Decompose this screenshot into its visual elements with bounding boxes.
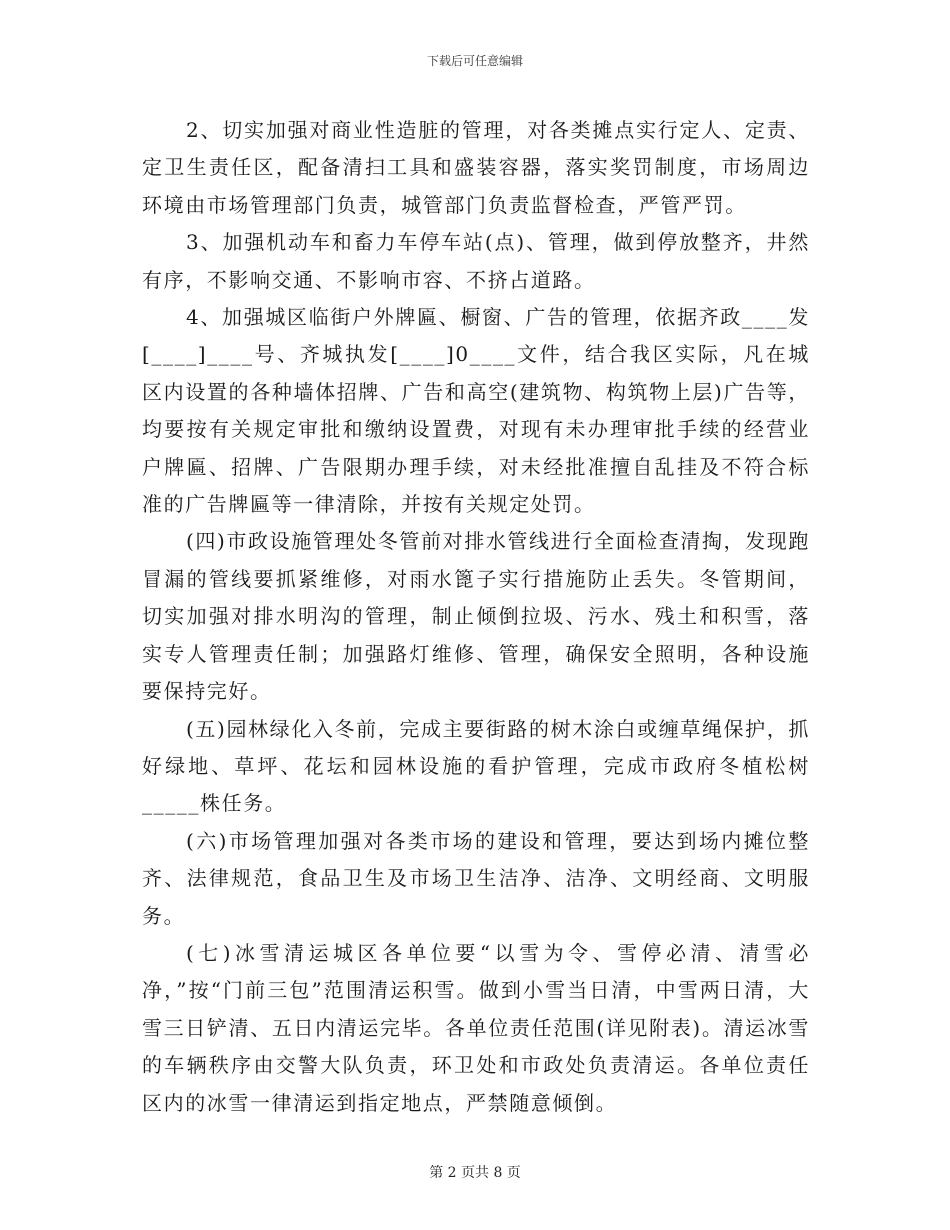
- paragraph-item-3: 3、加强机动车和畜力车停车站(点)、管理，做到停放整齐，井然有序，不影响交通、不影响市容、不挤占道路。: [142, 230, 810, 292]
- paragraph-item-4: 4、加强城区临街户外牌匾、橱窗、广告的管理，依据齐政____发[____]____号、齐城执发[____]0____文件，结合我区实际，凡在城区内设置的各种墙体招牌、广告和高空(建筑物、构筑物上层)广告等，均要按有关规定审批和缴纳设置费，对现有未办理审批手续的经营业户牌匾、招牌、广告限期办理手续，对未经批准擅自乱挂及不符合标准的广告牌匾等一律清除，并按有关规定处罚。: [142, 305, 810, 517]
- paragraph-section-5: (五)园林绿化入冬前，完成主要街路的树木涂白或缠草绳保护，抓好绿地、草坪、花坛和园林设施的看护管理，完成市政府冬植松树_____株任务。: [142, 716, 810, 816]
- page-number: 第 2 页共 8 页: [429, 1165, 521, 1181]
- paragraph-section-4: (四)市政设施管理处冬管前对排水管线进行全面检查清掏，发现跑冒漏的管线要抓紧维修，对雨水篦子实行措施防止丢失。冬管期间，切实加强对排水明沟的管理，制止倾倒拉圾、污水、残土和积雪，落实专人管理责任制；加强路灯维修、管理，确保安全照明，各种设施要保持完好。: [142, 529, 810, 704]
- paragraph-section-7: (七)冰雪清运城区各单位要“以雪为令、雪停必清、清雪必净，”按“门前三包”范围清运积雪。做到小雪当日清，中雪两日清，大雪三日铲清、五日内清运完毕。各单位责任范围(详见附表)。清运冰雪的车辆秩序由交警大队负责，环卫处和市政处负责清运。各单位责任区内的冰雪一律清运到指定地点，严禁随意倾倒。: [142, 940, 810, 1115]
- page-header: 下载后可任意编辑: [426, 54, 523, 68]
- paragraph-item-2: 2、切实加强对商业性造脏的管理，对各类摊点实行定人、定责、定卫生责任区，配备清扫工具和盛装容器，落实奖罚制度，市场周边环境由市场管理部门负责，城管部门负责监督检查，严管严罚。: [142, 118, 810, 217]
- document-body: [142, 112, 810, 1122]
- paragraph-section-6: (六)市场管理加强对各类市场的建设和管理，要达到场内摊位整齐、法律规范，食品卫生及市场卫生洁净、洁净、文明经商、文明服务。: [142, 828, 810, 928]
